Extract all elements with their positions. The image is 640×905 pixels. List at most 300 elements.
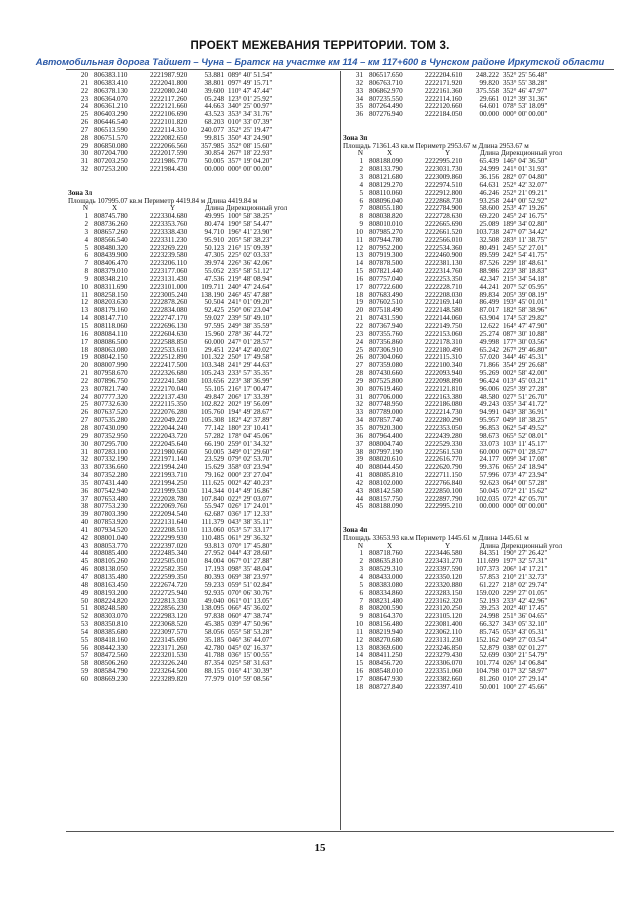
point-number: 38 bbox=[355, 447, 363, 456]
direction-angle: 043° 38' 36.91" bbox=[503, 408, 548, 417]
x-coordinate: 808133.790 bbox=[369, 165, 403, 174]
x-coordinate: 807706.000 bbox=[369, 392, 403, 401]
segment-length: 39.253 bbox=[479, 604, 499, 613]
segment-length: 68.203 bbox=[204, 118, 224, 127]
point-number: 38 bbox=[80, 502, 88, 511]
y-coordinate: 2223304.680 bbox=[150, 212, 188, 221]
segment-length: 138.095 bbox=[200, 604, 224, 613]
zone-4p-meta: Площадь 33653.93 кв.м Периметр 1445.61 м Длина 1445.61 м bbox=[343, 533, 529, 542]
segment-length: 111.379 bbox=[201, 518, 224, 527]
point-number: 32 bbox=[80, 455, 88, 464]
segment-length: 49.040 bbox=[204, 596, 224, 605]
point-number: 1 bbox=[359, 157, 363, 166]
segment-length: 50.123 bbox=[204, 243, 224, 252]
direction-angle: 206° 17' 33.39" bbox=[228, 392, 273, 401]
y-coordinate: 2222178.310 bbox=[425, 337, 463, 346]
x-coordinate: 806513.590 bbox=[94, 125, 128, 134]
segment-length: 71.866 bbox=[479, 361, 499, 370]
point-number: 16 bbox=[80, 329, 88, 338]
direction-angle: 267° 29' 46.80" bbox=[503, 345, 548, 354]
point-number: 34 bbox=[355, 416, 363, 425]
y-coordinate: 2222093.940 bbox=[425, 369, 463, 378]
point-number: 44 bbox=[80, 549, 88, 558]
y-coordinate: 2221980.660 bbox=[150, 447, 188, 456]
col-direction: Дирекционный угол bbox=[501, 149, 563, 158]
y-coordinate: 2222834.080 bbox=[150, 306, 188, 315]
segment-length: 65.242 bbox=[479, 345, 499, 354]
table-row bbox=[68, 676, 336, 684]
direction-angle: 358° 03' 23.94" bbox=[228, 463, 273, 472]
zone-3p-table bbox=[343, 158, 611, 511]
segment-length: 24.177 bbox=[479, 455, 499, 464]
y-coordinate: 2223120.250 bbox=[425, 604, 463, 613]
segment-length: 50.005 bbox=[204, 447, 224, 456]
segment-length: 152.162 bbox=[475, 635, 499, 644]
x-coordinate: 808110.060 bbox=[369, 188, 403, 197]
x-coordinate: 807821.740 bbox=[94, 384, 128, 393]
direction-angle: 202° 19' 56.09" bbox=[228, 400, 273, 409]
direction-angle: 030° 21' 54.79" bbox=[503, 651, 548, 660]
point-number: 29 bbox=[80, 431, 88, 440]
point-number: 30 bbox=[355, 384, 363, 393]
y-coordinate: 2222381.130 bbox=[425, 259, 463, 268]
y-coordinate: 2222137.430 bbox=[150, 392, 188, 401]
y-coordinate: 2222214.730 bbox=[425, 408, 463, 417]
point-number: 24 bbox=[80, 392, 88, 401]
segment-length: 00.000 bbox=[204, 165, 224, 174]
segment-length: 99.815 bbox=[204, 133, 224, 142]
x-coordinate: 808411.250 bbox=[369, 651, 403, 660]
direction-angle: 025° 39' 27.28" bbox=[503, 384, 548, 393]
y-coordinate: 2222604.630 bbox=[150, 329, 188, 338]
point-number: 31 bbox=[355, 71, 363, 79]
direction-angle: 225° 02' 03.33" bbox=[228, 251, 273, 260]
x-coordinate: 807336.660 bbox=[94, 463, 128, 472]
x-coordinate: 808418.160 bbox=[94, 635, 128, 644]
segment-length: 49.847 bbox=[204, 392, 224, 401]
x-coordinate: 807264.490 bbox=[369, 102, 403, 111]
direction-angle: 182° 42' 37.89" bbox=[228, 416, 273, 425]
direction-angle: 205° 58' 38.23" bbox=[228, 235, 273, 244]
segment-length: 05.248 bbox=[204, 94, 224, 103]
segment-length: 47.536 bbox=[204, 274, 224, 283]
direction-angle: 180° 23' 10.41" bbox=[228, 423, 273, 432]
segment-length: 50.005 bbox=[204, 157, 224, 166]
x-coordinate: 808188.090 bbox=[369, 502, 403, 511]
x-coordinate: 808200.590 bbox=[369, 604, 403, 613]
point-number: 47 bbox=[80, 573, 88, 581]
point-number: 45 bbox=[355, 502, 363, 511]
x-coordinate: 808102.000 bbox=[369, 478, 403, 487]
direction-angle: 282° 07' 04.80" bbox=[503, 172, 548, 181]
y-coordinate: 2223226.240 bbox=[150, 659, 188, 668]
point-number: 11 bbox=[81, 290, 88, 299]
point-number: 3 bbox=[359, 565, 363, 574]
x-coordinate: 808055.180 bbox=[369, 204, 403, 213]
direction-angle: 250° 06' 23.04" bbox=[228, 306, 273, 315]
direction-angle: 067° 01' 28.57" bbox=[503, 447, 548, 456]
segment-length: 104.798 bbox=[475, 667, 499, 676]
segment-length: 89.834 bbox=[479, 290, 499, 299]
direction-angle: 178° 04' 45.06" bbox=[228, 431, 273, 440]
segment-length: 58.600 bbox=[479, 204, 499, 213]
y-coordinate: 2222045.640 bbox=[150, 439, 188, 448]
x-coordinate: 807853.920 bbox=[94, 518, 128, 527]
segment-length: 44.663 bbox=[204, 102, 224, 111]
segment-length: 105.243 bbox=[200, 369, 224, 378]
segment-length: 375.558 bbox=[475, 86, 499, 95]
y-coordinate: 2222878.260 bbox=[150, 298, 188, 307]
y-coordinate: 2222417.500 bbox=[150, 361, 188, 370]
x-coordinate: 807757.040 bbox=[369, 274, 403, 283]
point-number: 18 bbox=[355, 290, 363, 299]
direction-angle: 202° 40' 17.45" bbox=[503, 604, 548, 613]
x-coordinate: 808383.080 bbox=[369, 580, 403, 589]
y-coordinate: 2222784.900 bbox=[425, 204, 463, 213]
y-coordinate: 2222868.730 bbox=[425, 196, 463, 205]
y-coordinate: 2221971.140 bbox=[150, 455, 188, 464]
segment-length: 357.985 bbox=[200, 141, 224, 150]
point-number: 2 bbox=[359, 165, 363, 174]
segment-length: 30.854 bbox=[204, 149, 224, 158]
x-coordinate: 806751.570 bbox=[94, 133, 128, 142]
x-coordinate: 808121.680 bbox=[369, 172, 403, 181]
point-number: 12 bbox=[80, 298, 88, 307]
direction-angle: 061° 29' 36.32" bbox=[228, 533, 273, 542]
direction-angle: 352° 25' 19.47" bbox=[228, 125, 273, 134]
direction-angle: 017° 32' 58.97" bbox=[503, 667, 548, 676]
x-coordinate: 807722.600 bbox=[369, 282, 403, 291]
direction-angle: 241° 29' 44.63" bbox=[228, 361, 273, 370]
x-coordinate: 808669.230 bbox=[94, 674, 128, 683]
y-coordinate: 2222114.160 bbox=[425, 94, 462, 103]
y-coordinate: 2223264.500 bbox=[150, 667, 188, 676]
point-number: 22 bbox=[80, 376, 88, 385]
x-coordinate: 806361.210 bbox=[94, 102, 128, 111]
y-coordinate: 2222204.610 bbox=[425, 71, 463, 79]
point-number: 8 bbox=[359, 604, 363, 613]
segment-length: 93.258 bbox=[479, 196, 499, 205]
point-number: 45 bbox=[80, 557, 88, 566]
point-number: 23 bbox=[80, 384, 88, 393]
table-row bbox=[343, 684, 611, 692]
direction-angle: 016° 41' 30.39" bbox=[228, 667, 273, 676]
col-length: Длина bbox=[479, 541, 499, 550]
point-number: 19 bbox=[80, 353, 88, 362]
x-coordinate: 807683.490 bbox=[369, 290, 403, 299]
point-number: 42 bbox=[355, 478, 363, 487]
segment-length: 00.000 bbox=[479, 110, 499, 119]
y-coordinate: 2222616.770 bbox=[425, 455, 463, 464]
x-coordinate: 808334.860 bbox=[369, 588, 403, 597]
point-number: 21 bbox=[80, 78, 88, 87]
page-title: ПРОЕКТ МЕЖЕВАНИЯ ТЕРРИТОРИИ. ТОМ 3. bbox=[190, 40, 450, 52]
segment-length: 42.780 bbox=[204, 643, 224, 652]
y-coordinate: 2222043.720 bbox=[150, 431, 188, 440]
segment-length: 96.853 bbox=[479, 423, 499, 432]
point-number: 25 bbox=[80, 110, 88, 119]
point-number: 22 bbox=[355, 322, 363, 330]
x-coordinate: 807803.390 bbox=[94, 510, 128, 519]
x-coordinate: 806763.710 bbox=[369, 78, 403, 87]
direction-angle: 250° 17' 49.58" bbox=[228, 353, 273, 362]
y-coordinate: 2222850.100 bbox=[425, 486, 463, 495]
point-number: 43 bbox=[80, 541, 88, 550]
direction-angle: 223° 38' 18.83" bbox=[503, 267, 548, 276]
x-coordinate: 807944.780 bbox=[369, 235, 403, 244]
zone-3l-title: Зона 3л bbox=[68, 188, 93, 197]
point-number: 30 bbox=[80, 439, 88, 448]
segment-length: 49.998 bbox=[479, 337, 499, 346]
x-coordinate: 808085.400 bbox=[94, 549, 128, 558]
point-number: 36 bbox=[80, 486, 88, 495]
point-number: 34 bbox=[355, 94, 363, 103]
x-coordinate: 808350.810 bbox=[94, 620, 128, 629]
point-number: 21 bbox=[80, 369, 88, 378]
direction-angle: 193° 45' 01.01" bbox=[503, 298, 548, 307]
x-coordinate: 807283.100 bbox=[94, 447, 128, 456]
point-number: 5 bbox=[359, 188, 363, 197]
x-coordinate: 808105.260 bbox=[94, 557, 128, 566]
x-coordinate: 807985.270 bbox=[369, 227, 403, 236]
x-coordinate: 807359.080 bbox=[369, 361, 403, 370]
x-coordinate: 808736.260 bbox=[94, 220, 128, 229]
y-coordinate: 2222314.760 bbox=[425, 267, 463, 276]
point-number: 34 bbox=[80, 471, 88, 480]
direction-angle: 146° 04' 36.50" bbox=[503, 157, 548, 166]
y-coordinate: 2223101.000 bbox=[150, 282, 188, 291]
y-coordinate: 2222184.050 bbox=[425, 110, 463, 119]
direction-angle: 164° 47' 47.90" bbox=[503, 322, 548, 330]
segment-length: 79.162 bbox=[204, 471, 224, 480]
segment-length: 29.451 bbox=[204, 345, 224, 354]
segment-length: 97.838 bbox=[204, 612, 224, 621]
y-coordinate: 2222747.170 bbox=[150, 314, 188, 323]
table-row bbox=[343, 111, 611, 119]
segment-length: 99.376 bbox=[479, 463, 499, 472]
segment-length: 48.580 bbox=[479, 392, 499, 401]
point-number: 27 bbox=[355, 361, 363, 370]
segment-length: 105.760 bbox=[200, 408, 224, 417]
point-number: 31 bbox=[80, 447, 88, 456]
y-coordinate: 2222106.690 bbox=[150, 110, 188, 119]
segment-length: 32.508 bbox=[479, 235, 499, 244]
y-coordinate: 2222728.630 bbox=[425, 212, 463, 221]
segment-length: 46.246 bbox=[479, 188, 499, 197]
segment-length: 64.631 bbox=[479, 180, 499, 189]
x-coordinate: 807653.480 bbox=[94, 494, 128, 503]
y-coordinate: 2221994.240 bbox=[150, 463, 188, 472]
segment-length: 41.788 bbox=[204, 651, 224, 660]
direction-angle: 079° 02' 53.70" bbox=[228, 455, 273, 464]
point-number: 21 bbox=[355, 314, 363, 323]
x-coordinate: 807431.590 bbox=[369, 314, 403, 323]
direction-angle: 012° 39' 31.36" bbox=[503, 94, 548, 103]
segment-length: 39.600 bbox=[204, 86, 224, 95]
point-number: 60 bbox=[80, 674, 88, 683]
y-coordinate: 2223005.240 bbox=[150, 290, 188, 299]
x-coordinate: 808657.260 bbox=[94, 227, 128, 236]
x-coordinate: 808164.370 bbox=[369, 612, 403, 621]
x-coordinate: 807204.700 bbox=[94, 149, 128, 158]
point-number: 41 bbox=[80, 525, 88, 534]
y-coordinate: 2222912.800 bbox=[425, 188, 463, 197]
direction-angle: 226° 36' 42.06" bbox=[228, 259, 273, 268]
x-coordinate: 807777.320 bbox=[94, 392, 128, 401]
point-number: 33 bbox=[355, 86, 363, 95]
segment-length: 66.327 bbox=[479, 620, 499, 629]
point-number: 39 bbox=[355, 455, 363, 464]
y-coordinate: 2223382.660 bbox=[425, 674, 463, 683]
x-coordinate: 807789.000 bbox=[369, 408, 403, 417]
point-number: 4 bbox=[84, 235, 88, 244]
col-direction: Дирекционный угол bbox=[501, 541, 563, 550]
segment-length: 17.193 bbox=[204, 565, 224, 574]
x-coordinate: 808385.680 bbox=[94, 627, 128, 636]
x-coordinate: 808231.480 bbox=[369, 596, 403, 605]
x-coordinate: 808086.500 bbox=[94, 337, 128, 346]
point-number: 42 bbox=[80, 533, 88, 542]
direction-angle: 344° 46' 45.31" bbox=[503, 353, 548, 362]
direction-angle: 053° 43' 05.31" bbox=[503, 627, 548, 636]
x-coordinate: 808135.480 bbox=[94, 573, 128, 581]
point-number: 33 bbox=[355, 408, 363, 417]
x-coordinate: 808548.010 bbox=[369, 667, 403, 676]
segment-length: 159.020 bbox=[475, 588, 499, 597]
direction-angle: 000° 00' 00.00" bbox=[228, 165, 273, 174]
segment-length: 87.017 bbox=[479, 306, 499, 315]
y-coordinate: 2221986.770 bbox=[150, 157, 188, 166]
y-coordinate: 2222100.340 bbox=[425, 361, 463, 370]
x-coordinate: 807934.520 bbox=[94, 525, 128, 534]
y-coordinate: 2222101.820 bbox=[150, 118, 188, 127]
direction-angle: 241° 01' 31.93" bbox=[503, 165, 548, 174]
x-coordinate: 807356.860 bbox=[369, 337, 403, 346]
x-coordinate: 807352.950 bbox=[94, 431, 128, 440]
x-coordinate: 807997.190 bbox=[369, 447, 403, 456]
point-number: 2 bbox=[359, 557, 363, 566]
direction-angle: 022° 29' 03.07" bbox=[228, 494, 273, 503]
point-number: 36 bbox=[355, 110, 363, 119]
y-coordinate: 2222017.590 bbox=[150, 149, 188, 158]
y-coordinate: 2223009.860 bbox=[425, 172, 463, 181]
x-coordinate: 807896.750 bbox=[94, 376, 128, 385]
x-coordinate: 807748.950 bbox=[369, 400, 403, 409]
direction-angle: 251° 36' 04.65" bbox=[503, 612, 548, 621]
direction-angle: 064° 00' 57.28" bbox=[503, 478, 548, 487]
segment-length: 102.822 bbox=[200, 400, 224, 409]
point-number: 7 bbox=[84, 259, 88, 268]
direction-angle: 224° 42' 40.02" bbox=[228, 345, 273, 354]
y-coordinate: 2222588.850 bbox=[150, 337, 188, 346]
direction-angle: 233° 42' 42.96" bbox=[503, 596, 548, 605]
x-coordinate: 808311.690 bbox=[94, 282, 128, 291]
y-coordinate: 2222117.260 bbox=[150, 94, 187, 103]
x-coordinate: 808156.480 bbox=[369, 620, 403, 629]
direction-angle: 097° 49' 15.71" bbox=[228, 78, 273, 87]
direction-angle: 177° 30' 03.56" bbox=[503, 337, 548, 346]
y-coordinate: 2223351.060 bbox=[425, 667, 463, 676]
direction-angle: 060° 47' 38.74" bbox=[228, 612, 273, 621]
y-coordinate: 2223289.820 bbox=[150, 674, 188, 683]
y-coordinate: 2222620.790 bbox=[425, 463, 463, 472]
x-coordinate: 806446.540 bbox=[94, 118, 128, 127]
y-coordinate: 2222044.240 bbox=[150, 423, 188, 432]
point-number: 59 bbox=[80, 667, 88, 676]
x-coordinate: 808163.450 bbox=[94, 580, 128, 589]
y-coordinate: 2222094.540 bbox=[150, 510, 188, 519]
segment-length: 38.801 bbox=[204, 78, 224, 87]
x-coordinate: 808439.900 bbox=[94, 251, 128, 260]
x-coordinate: 808001.040 bbox=[94, 533, 128, 542]
x-coordinate: 808718.760 bbox=[369, 549, 403, 558]
point-number: 58 bbox=[80, 659, 88, 668]
point-number: 5 bbox=[359, 580, 363, 589]
x-coordinate: 808456.720 bbox=[369, 659, 403, 668]
zone-3p-meta: Площадь 71361.43 кв.м Периметр 2953.67 м Длина 2953.67 м bbox=[343, 141, 529, 150]
segment-length: 103.348 bbox=[200, 361, 224, 370]
y-coordinate: 2222049.220 bbox=[150, 416, 188, 425]
y-coordinate: 2222170.040 bbox=[150, 384, 188, 393]
segment-length: 113.060 bbox=[201, 525, 224, 534]
y-coordinate: 2222439.280 bbox=[425, 431, 463, 440]
y-coordinate: 2222485.340 bbox=[150, 549, 188, 558]
segment-length: 35.185 bbox=[204, 635, 224, 644]
point-number: 35 bbox=[355, 423, 363, 432]
y-coordinate: 2223206.110 bbox=[150, 259, 187, 268]
point-number: 20 bbox=[355, 306, 363, 315]
y-coordinate: 2222144.060 bbox=[425, 314, 463, 323]
point-number: 22 bbox=[80, 86, 88, 95]
y-coordinate: 2222512.890 bbox=[150, 353, 188, 362]
segment-length: 95.910 bbox=[204, 235, 224, 244]
point-number: 37 bbox=[80, 494, 88, 503]
direction-angle: 350° 43' 24.90" bbox=[228, 133, 273, 142]
y-coordinate: 2222897.790 bbox=[425, 494, 463, 503]
x-coordinate: 808647.930 bbox=[369, 674, 403, 683]
segment-length: 50.045 bbox=[479, 486, 499, 495]
y-coordinate: 2223068.520 bbox=[150, 620, 188, 629]
direction-angle: 061° 01' 13.05" bbox=[228, 596, 273, 605]
segment-length: 15.960 bbox=[204, 329, 224, 338]
y-coordinate: 2223162.320 bbox=[425, 596, 463, 605]
x-coordinate: 808303.070 bbox=[94, 612, 128, 621]
x-coordinate: 808193.200 bbox=[94, 588, 128, 597]
point-number: 10 bbox=[355, 620, 363, 629]
point-number: 13 bbox=[355, 643, 363, 652]
x-coordinate: 808042.150 bbox=[94, 353, 128, 362]
direction-angle: 073° 47' 23.94" bbox=[503, 471, 548, 480]
y-coordinate: 2222661.520 bbox=[425, 227, 463, 236]
point-number: 6 bbox=[359, 196, 363, 205]
point-number: 6 bbox=[84, 251, 88, 260]
x-coordinate: 807430.660 bbox=[369, 369, 403, 378]
segment-length: 96.424 bbox=[479, 376, 499, 385]
direction-angle: 196° 41' 23.90" bbox=[228, 227, 273, 236]
direction-angle: 070° 17' 45.80" bbox=[228, 541, 273, 550]
col-x: X bbox=[387, 149, 393, 158]
header-rule bbox=[66, 69, 614, 70]
x-coordinate: 808020.610 bbox=[369, 455, 403, 464]
segment-length: 64.601 bbox=[479, 102, 499, 111]
point-number: 28 bbox=[80, 133, 88, 142]
x-coordinate: 808053.770 bbox=[94, 541, 128, 550]
x-coordinate: 808369.600 bbox=[369, 643, 403, 652]
x-coordinate: 806364.070 bbox=[94, 94, 128, 103]
direction-angle: 100° 58' 38.25" bbox=[228, 212, 273, 221]
segment-length: 102.035 bbox=[475, 494, 499, 503]
y-coordinate: 2223397.410 bbox=[425, 682, 463, 691]
